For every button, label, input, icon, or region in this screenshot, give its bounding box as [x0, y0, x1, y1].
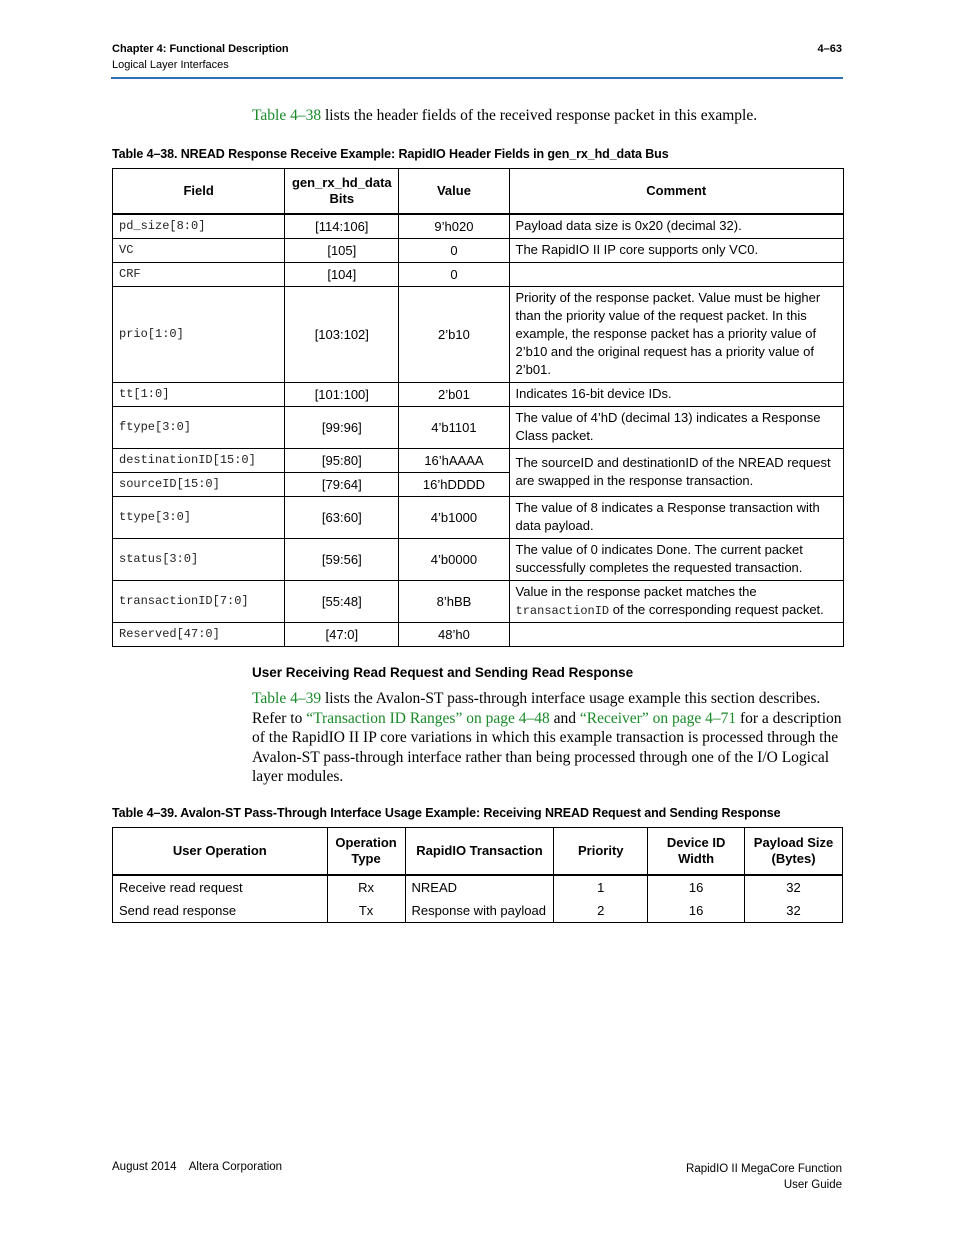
table-row: [113, 406, 844, 448]
section-paragraph: [252, 689, 842, 787]
cell-device-id-width: 16: [648, 875, 745, 899]
table-38-header-row: [113, 169, 844, 215]
cell-bits: [55:48]: [285, 580, 399, 622]
cell-device-id-width: 16: [648, 899, 745, 923]
cell-bits: [104]: [285, 262, 399, 286]
header-rule: [111, 77, 843, 79]
table-row: [113, 382, 844, 406]
cell-value: 4’b1101: [399, 406, 509, 448]
cell-bits: [101:100]: [285, 382, 399, 406]
cell-comment: The value of 4’hD (decimal 13) indicates a Response Class packet.: [509, 406, 843, 448]
para-text-2: and: [549, 709, 580, 727]
cell-user-operation: Send read response: [113, 899, 328, 923]
cell-priority: 2: [554, 899, 648, 923]
table-38-link[interactable]: Table 4–38: [252, 107, 322, 124]
cell-value: 8’hBB: [399, 580, 509, 622]
cell-bits: [79:64]: [285, 472, 399, 496]
col-header-field: Field: [113, 169, 285, 215]
table-row: [113, 214, 844, 238]
col-header-payload-size: Payload Size (Bytes): [745, 828, 843, 876]
cell-comment: The RapidIO II IP core supports only VC0.: [509, 238, 843, 262]
cell-field: destinationID[15:0]: [113, 448, 285, 472]
cell-comment: The value of 0 indicates Done. The current packet successfully completes the requested transaction.: [509, 538, 843, 580]
cell-value: 2’b01: [399, 382, 509, 406]
table-row: [113, 448, 844, 472]
table-row: [113, 538, 844, 580]
page-number: 4–63: [817, 43, 842, 55]
cell-value: 0: [399, 238, 509, 262]
cell-field: transactionID[7:0]: [113, 580, 285, 622]
cell-value: 4’b0000: [399, 538, 509, 580]
table-38: [112, 168, 844, 647]
footer-doc-type: User Guide: [783, 1179, 842, 1191]
receiver-link[interactable]: “Receiver” on page 4–71: [579, 709, 737, 727]
cell-comment: [509, 580, 843, 622]
cell-operation-type: Tx: [327, 899, 405, 923]
cell-operation-type: Rx: [327, 875, 405, 899]
col-header-comment: Comment: [509, 169, 843, 215]
cell-value: 16’hAAAA: [399, 448, 509, 472]
cell-field: tt[1:0]: [113, 382, 285, 406]
cell-comment: The value of 8 indicates a Response transaction with data payload.: [509, 496, 843, 538]
transaction-id-ranges-link[interactable]: “Transaction ID Ranges” on page 4–48: [306, 709, 550, 727]
col-header-operation-type: Operation Type: [327, 828, 405, 876]
comment-text: of the corresponding request packet.: [609, 601, 824, 617]
col-header-bits: gen_rx_hd_data Bits: [285, 169, 399, 215]
col-header-rapidio-transaction: RapidIO Transaction: [405, 828, 554, 876]
comment-code: transactionID: [515, 603, 610, 618]
table-row: [113, 262, 844, 286]
footer-doc-title: RapidIO II MegaCore Function: [686, 1163, 842, 1175]
footer-right: [686, 1161, 842, 1193]
cell-priority: 1: [554, 875, 648, 899]
cell-comment: The sourceID and destinationID of the NREAD request are swapped in the response transaction.: [509, 448, 843, 496]
intro-paragraph: [252, 107, 757, 125]
cell-field: status[3:0]: [113, 538, 285, 580]
cell-rapidio-transaction: Response with payload: [405, 899, 554, 923]
cell-bits: [59:56]: [285, 538, 399, 580]
table-row: [113, 875, 843, 899]
cell-bits: [99:96]: [285, 406, 399, 448]
table-39-caption: Table 4–39. Avalon-ST Pass-Through Interface Usage Example: Receiving NREAD Request and Sending Response: [112, 806, 781, 820]
cell-field: VC: [113, 238, 285, 262]
cell-field: CRF: [113, 262, 285, 286]
footer-left: August 2014 Altera Corporation: [112, 1161, 283, 1173]
comment-text: Value in the response packet matches the: [515, 583, 757, 599]
table-row: [113, 622, 844, 646]
table-39-link[interactable]: Table 4–39: [252, 690, 322, 707]
cell-field: pd_size[8:0]: [113, 214, 285, 238]
para-text-3: for a description of the RapidIO II IP core variations in which this example transaction is processed through the Avalon-ST pass-through interface rather than being processed through one of the I/O Logical layer modules.: [252, 709, 842, 785]
cell-value: 48’h0: [399, 622, 509, 646]
table-row: [113, 496, 844, 538]
col-header-value: Value: [399, 169, 509, 215]
cell-rapidio-transaction: NREAD: [405, 875, 554, 899]
cell-field: Reserved[47:0]: [113, 622, 285, 646]
cell-comment: Indicates 16-bit device IDs.: [509, 382, 843, 406]
cell-comment: Priority of the response packet. Value must be higher than the priority value of the request packet. In this example, the response packet has a priority value of 2’b10 and the original request has a priority value of 2’b01.: [509, 286, 843, 382]
cell-bits: [95:80]: [285, 448, 399, 472]
running-header-section: Logical Layer Interfaces: [112, 59, 229, 71]
table-row: [113, 899, 843, 923]
col-header-user-operation: User Operation: [113, 828, 328, 876]
intro-text: lists the header fields of the received response packet in this example.: [321, 107, 758, 124]
section-heading: User Receiving Read Request and Sending Read Response: [252, 665, 634, 680]
col-header-priority: Priority: [554, 828, 648, 876]
table-39-header-row: [113, 828, 843, 876]
cell-bits: [47:0]: [285, 622, 399, 646]
table-row: [113, 580, 844, 622]
col-header-device-id-width: Device ID Width: [648, 828, 745, 876]
table-row: [113, 238, 844, 262]
cell-value: 2’b10: [399, 286, 509, 382]
table-row: [113, 286, 844, 382]
cell-value: 16’hDDDD: [399, 472, 509, 496]
para-text-1: lists the Avalon-ST pass-through interface usage example this section describes. Refer to: [252, 690, 821, 727]
cell-comment: Payload data size is 0x20 (decimal 32).: [509, 214, 843, 238]
cell-comment: [509, 622, 843, 646]
table-38-caption: Table 4–38. NREAD Response Receive Example: RapidIO Header Fields in gen_rx_hd_data Bus: [112, 147, 669, 161]
table-39: [112, 827, 843, 923]
cell-bits: [63:60]: [285, 496, 399, 538]
cell-value: 4’b1000: [399, 496, 509, 538]
cell-payload-size: 32: [745, 875, 843, 899]
cell-bits: [105]: [285, 238, 399, 262]
cell-bits: [114:106]: [285, 214, 399, 238]
cell-payload-size: 32: [745, 899, 843, 923]
cell-user-operation: Receive read request: [113, 875, 328, 899]
cell-value: 0: [399, 262, 509, 286]
cell-field: ftype[3:0]: [113, 406, 285, 448]
cell-field: prio[1:0]: [113, 286, 285, 382]
cell-bits: [103:102]: [285, 286, 399, 382]
cell-field: ttype[3:0]: [113, 496, 285, 538]
cell-value: 9’h020: [399, 214, 509, 238]
cell-comment: [509, 262, 843, 286]
cell-field: sourceID[15:0]: [113, 472, 285, 496]
running-header-chapter: Chapter 4: Functional Description: [112, 43, 289, 55]
